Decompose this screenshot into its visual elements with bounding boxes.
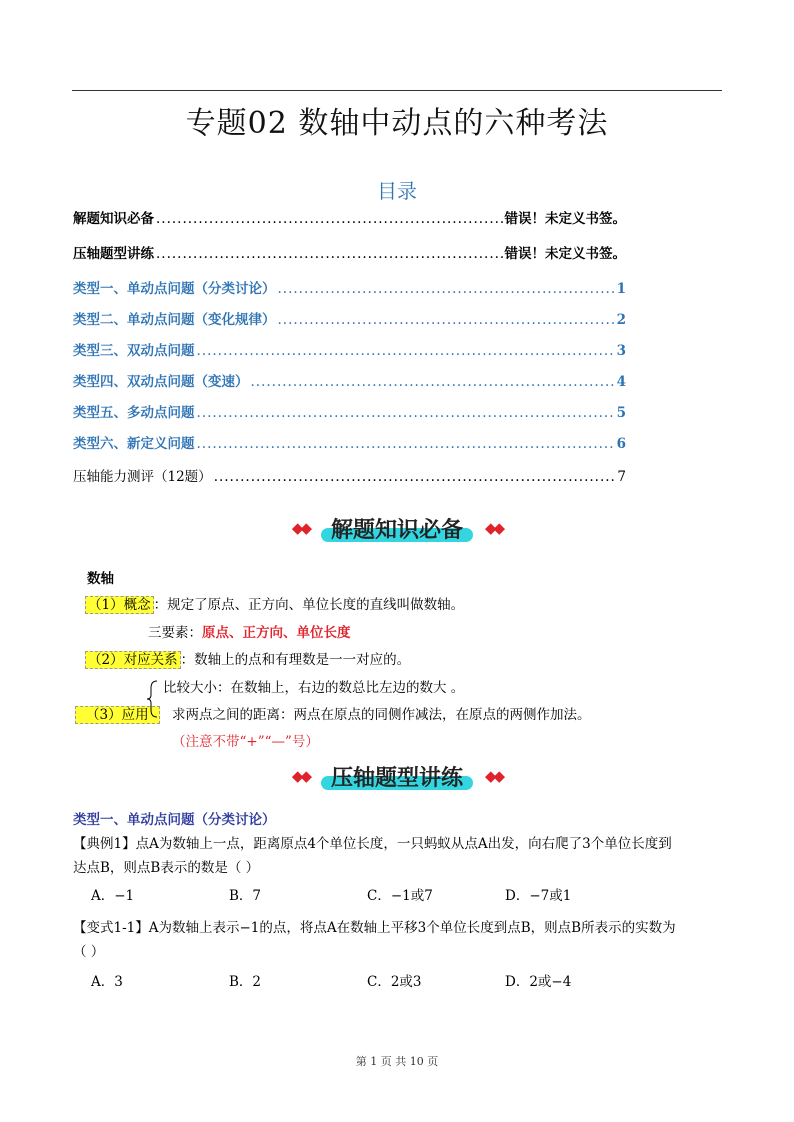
toc-item-label: 解题知识必备 [73, 211, 154, 227]
toc-item-label: 类型六、新定义问题 [73, 436, 195, 452]
toc-item-label: 类型一、单动点问题（分类讨论） [73, 281, 276, 297]
option-a[interactable]: A．−1 [91, 888, 135, 904]
toc-item-page: 3 [616, 343, 626, 359]
concept-text: ：规定了原点、正方向、单位长度的直线叫做数轴。 [153, 597, 465, 613]
header-rule [72, 90, 722, 91]
banner-label: 解题知识必备 [321, 513, 473, 544]
example-question [73, 832, 723, 908]
three-elements-prefix: 三要素： [148, 625, 202, 641]
example-text-1: 点A为数轴上一点，距离原点4个单位长度，一只蚂蚁从点A出发，向右爬了3个单位长度到 [135, 836, 672, 852]
toc-item[interactable] [73, 401, 626, 423]
example-tag: 【典例1】 [73, 836, 136, 852]
toc-item[interactable] [73, 277, 626, 299]
toc-item-label: 类型四、双动点问题（变速） [73, 374, 249, 390]
page-footer: 第 1 页 共 10 页 [355, 1055, 439, 1068]
toc-item[interactable] [73, 370, 626, 392]
section-banner-knowledge [0, 510, 794, 546]
toc-leader [278, 312, 615, 328]
toc-item-label: 类型五、多动点问题 [73, 405, 195, 421]
toc-leader [251, 374, 615, 390]
knowledge-heading: 数轴 [87, 571, 114, 587]
application-line-2: 求两点之间的距离：两点在原点的同侧作减法，在原点的两侧作加法。 [172, 707, 591, 723]
toc-leader [197, 343, 615, 359]
toc-leader [197, 405, 615, 421]
toc-item-page: 6 [616, 436, 626, 452]
toc-item-page: 4 [616, 374, 626, 390]
example-options [73, 884, 723, 908]
option-d[interactable]: D．2或−4 [505, 974, 572, 990]
option-c[interactable]: C．2或3 [367, 974, 422, 990]
toc-leader [278, 281, 615, 297]
option-b[interactable]: B．2 [229, 974, 262, 990]
toc-item[interactable] [73, 432, 626, 454]
toc-item-page: 2 [616, 312, 626, 328]
correspondence-line [85, 648, 410, 668]
toc-item[interactable] [73, 339, 626, 361]
toc-item-label: 压轴题型讲练 [73, 246, 154, 262]
toc-item-label: 类型二、单动点问题（变化规律） [73, 312, 276, 328]
option-b[interactable]: B．7 [229, 888, 262, 904]
toc-leader [197, 436, 615, 452]
three-elements-line [148, 621, 351, 641]
option-a[interactable]: A．3 [91, 974, 123, 990]
toc-leader [214, 469, 616, 485]
toc-item-page: 错误！未定义书签。 [504, 211, 626, 227]
concept-tag: （1）概念 [85, 596, 154, 614]
section-banner-practice [0, 758, 794, 794]
correspondence-tag: （2）对应关系 [85, 651, 181, 669]
correspondence-text: ：数轴上的点和有理数是一一对应的。 [180, 652, 411, 668]
diamond-icon: ◆◆ [291, 519, 309, 537]
variant-tag: 【变式1-1】 [73, 920, 149, 936]
example-text-2: 达点B，则点B表示的数是（ ） [73, 860, 260, 876]
toc-item-page: 错误！未定义书签。 [504, 246, 626, 262]
toc-item-page: 1 [616, 281, 626, 297]
application-note: （注意不带“+”“—”号） [172, 734, 319, 750]
page-title: 专题02 数轴中动点的六种考法 [185, 106, 609, 141]
banner-label: 压轴题型讲练 [321, 761, 473, 792]
application-tag: （3）应用 [75, 706, 160, 724]
toc-item-page: 5 [616, 405, 626, 421]
application-line-1: 比较大小：在数轴上，右边的数总比左边的数大 。 [163, 680, 465, 696]
variant-text-2: （ ） [73, 944, 105, 960]
diamond-icon: ◆◆ [485, 767, 503, 785]
toc-leader [156, 246, 503, 262]
toc-item-label: 压轴能力测评（12题） [73, 469, 212, 485]
variant-text-1: A为数轴上表示−1的点，将点A在数轴上平移3个单位长度到点B，则点B所表示的实数为 [148, 920, 676, 936]
toc-item[interactable] [73, 207, 626, 229]
toc-item[interactable] [73, 242, 626, 264]
diamond-icon: ◆◆ [485, 519, 503, 537]
option-c[interactable]: C．−1或7 [367, 888, 433, 904]
section-title: 类型一、单动点问题（分类讨论） [73, 812, 276, 828]
brace-icon [145, 680, 159, 718]
concept-line [85, 593, 464, 613]
three-elements-value: 原点、正方向、单位长度 [202, 625, 351, 641]
toc-item-label: 类型三、双动点问题 [73, 343, 195, 359]
variant-question [73, 916, 723, 994]
variant-options [73, 970, 723, 994]
toc-item[interactable] [73, 465, 626, 487]
diamond-icon: ◆◆ [291, 767, 309, 785]
option-d[interactable]: D．−7或1 [505, 888, 572, 904]
toc-leader [156, 211, 503, 227]
toc-item[interactable] [73, 308, 626, 330]
toc-item-page: 7 [617, 469, 626, 485]
toc-heading: 目录 [377, 179, 417, 203]
